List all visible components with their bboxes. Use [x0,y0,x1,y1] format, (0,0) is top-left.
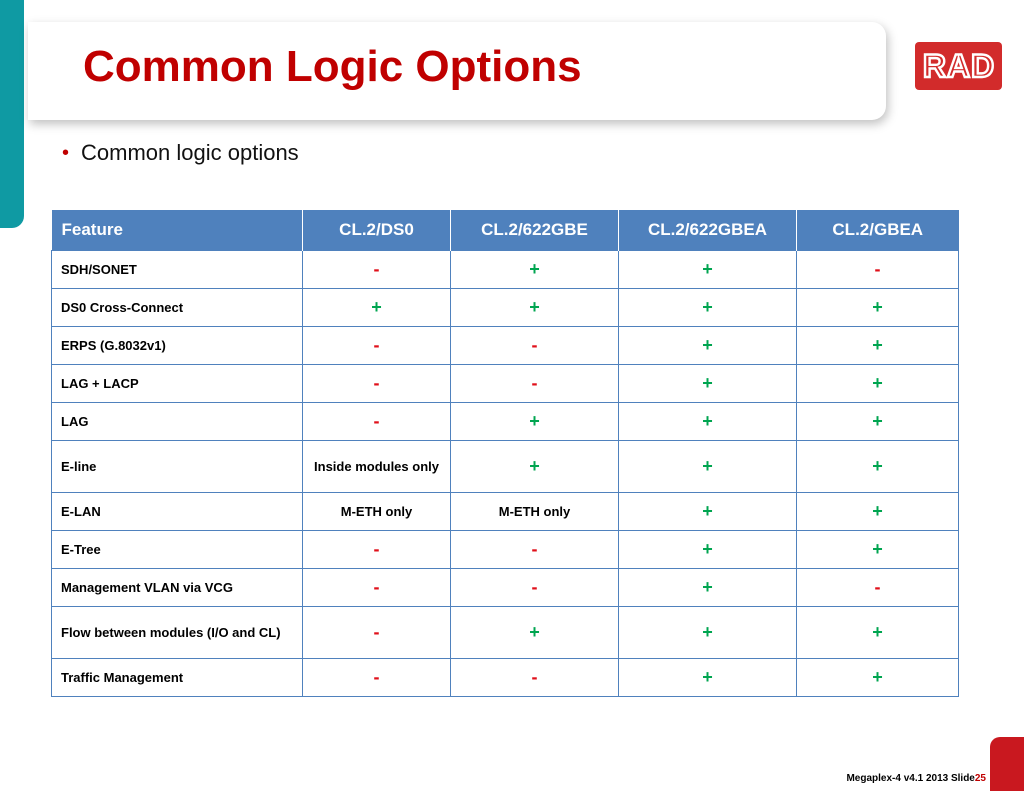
plus-mark: + [872,372,883,393]
value-cell [797,606,959,658]
value-cell [619,288,797,326]
header-cl2-622gbea: CL.2/622GBEA [619,210,797,250]
value-cell [619,440,797,492]
minus-mark: - [373,334,380,355]
plus-mark: + [872,621,883,642]
cell-text: Inside modules only [314,458,439,474]
plus-mark: + [702,500,713,521]
value-cell [797,492,959,530]
value-cell [797,530,959,568]
feature-cell: Flow between modules (I/O and CL) [52,606,303,658]
value-cell [303,288,451,326]
table-header-row [52,210,959,250]
minus-mark: - [373,621,380,642]
rad-logo [915,42,1002,90]
plus-mark: + [529,410,540,431]
header-cl2-gbea: CL.2/GBEA [797,210,959,250]
value-cell [451,568,619,606]
minus-mark: - [373,258,380,279]
footer-text: Megaplex-4 v4.1 2013 Slide [846,773,975,784]
minus-mark: - [531,372,538,393]
table-row [52,658,959,696]
value-cell [619,364,797,402]
slide-footer [846,773,986,784]
bullet-dot-icon: • [62,141,70,164]
minus-mark: - [874,258,881,279]
table-row [52,568,959,606]
value-cell [619,326,797,364]
plus-mark: + [529,258,540,279]
value-cell [303,530,451,568]
minus-mark: - [531,666,538,687]
feature-cell: E-line [52,440,303,492]
minus-mark: - [373,576,380,597]
feature-cell: E-LAN [52,492,303,530]
table-row [52,440,959,492]
feature-cell: ERPS (G.8032v1) [52,326,303,364]
bullet-item [62,140,299,166]
value-cell [797,440,959,492]
value-cell [303,606,451,658]
table-row [52,326,959,364]
value-cell [619,250,797,288]
plus-mark: + [702,666,713,687]
value-cell [797,364,959,402]
rad-logo-text: RAD [922,48,995,84]
plus-mark: + [529,455,540,476]
feature-cell: E-Tree [52,530,303,568]
slide-number: 25 [974,773,986,784]
value-cell [451,402,619,440]
plus-mark: + [872,666,883,687]
corner-accent-tab [990,737,1024,791]
table-row [52,364,959,402]
value-cell [451,326,619,364]
minus-mark: - [373,666,380,687]
value-cell [303,250,451,288]
header-cl2-622gbe: CL.2/622GBE [451,210,619,250]
value-cell [451,606,619,658]
feature-cell: DS0 Cross-Connect [52,288,303,326]
value-cell [619,658,797,696]
table-row [52,288,959,326]
rad-logo-mark [919,46,999,86]
plus-mark: + [371,296,382,317]
minus-mark: - [874,576,881,597]
plus-mark: + [872,296,883,317]
value-cell [303,326,451,364]
value-cell [797,658,959,696]
value-cell [451,288,619,326]
plus-mark: + [529,621,540,642]
cell-text: M-ETH only [340,503,413,519]
value-cell [303,568,451,606]
value-cell [451,440,619,492]
plus-mark: + [702,334,713,355]
value-cell [797,288,959,326]
plus-mark: + [872,334,883,355]
plus-mark: + [702,410,713,431]
minus-mark: - [531,334,538,355]
value-cell [619,492,797,530]
table-body [52,250,959,696]
minus-mark: - [373,410,380,431]
plus-mark: + [702,372,713,393]
value-cell [797,250,959,288]
value-cell [451,658,619,696]
value-cell [619,606,797,658]
plus-mark: + [529,296,540,317]
value-cell [619,402,797,440]
value-cell [303,364,451,402]
cell-text: M-ETH only [498,503,571,519]
feature-cell: Management VLAN via VCG [52,568,303,606]
logic-options-table [51,210,959,697]
value-cell [451,250,619,288]
value-cell [451,530,619,568]
value-cell [619,568,797,606]
header-feature: Feature [52,210,303,250]
plus-mark: + [872,500,883,521]
value-cell [303,440,451,492]
header-cl2-ds0: CL.2/DS0 [303,210,451,250]
table-row [52,606,959,658]
feature-cell: LAG [52,402,303,440]
plus-mark: + [702,538,713,559]
value-cell [451,364,619,402]
table-row [52,402,959,440]
value-cell [303,402,451,440]
minus-mark: - [531,538,538,559]
plus-mark: + [702,576,713,597]
minus-mark: - [531,576,538,597]
feature-cell: LAG + LACP [52,364,303,402]
value-cell [797,326,959,364]
value-cell [303,492,451,530]
value-cell [451,492,619,530]
left-accent-bar [0,0,24,228]
value-cell [619,530,797,568]
table-row [52,492,959,530]
plus-mark: + [702,455,713,476]
feature-cell: SDH/SONET [52,250,303,288]
table-row [52,250,959,288]
minus-mark: - [373,538,380,559]
table-row [52,530,959,568]
plus-mark: + [702,258,713,279]
plus-mark: + [872,538,883,559]
minus-mark: - [373,372,380,393]
plus-mark: + [872,455,883,476]
value-cell [303,658,451,696]
plus-mark: + [702,621,713,642]
plus-mark: + [702,296,713,317]
value-cell [797,402,959,440]
bullet-text: Common logic options [81,140,299,165]
plus-mark: + [872,410,883,431]
slide-title: Common Logic Options [83,42,582,91]
feature-cell: Traffic Management [52,658,303,696]
value-cell [797,568,959,606]
